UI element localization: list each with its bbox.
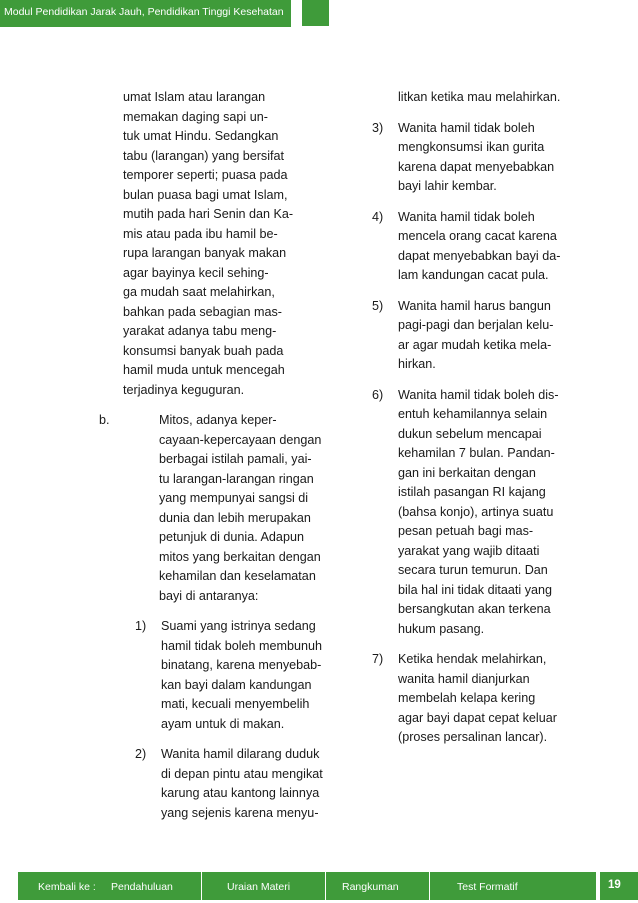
nav-divider [325, 872, 326, 900]
text-line: bayi lahir kembar. [398, 179, 497, 193]
list-item [372, 208, 562, 286]
text-line: yang mempunyai sangsi di [159, 491, 309, 505]
text-line: dukun sebelum mencapai [398, 426, 542, 441]
text-line: mencela orang cacat karena [398, 229, 557, 243]
nav-divider [201, 872, 202, 900]
text-line: konsumsi banyak buah pada [123, 343, 284, 358]
text-line: agar bayinya kecil sehing- [123, 265, 269, 280]
text-line: karena dapat menyebabkan [398, 159, 555, 174]
list-item-label: 7) [372, 652, 384, 666]
nav-divider [429, 872, 430, 900]
intro-paragraph [123, 88, 338, 400]
nav-link-pendahuluan[interactable]: Pendahuluan [111, 881, 173, 893]
text-line: temporer seperti; puasa pada [123, 168, 288, 182]
text-line: mutih pada hari Senin dan Ka- [123, 207, 294, 221]
header-bar [0, 0, 291, 26]
list-item [372, 386, 562, 640]
text-line: yarakat adanya tabu meng- [123, 324, 277, 338]
text-line: mis atau pada ibu hamil be- [123, 226, 278, 241]
right-column [374, 88, 562, 748]
text-line: pesan petuah bagi mas- [398, 524, 534, 538]
list-item [372, 650, 562, 748]
text-line: Wanita hamil dilarang duduk [161, 747, 320, 761]
list-item [135, 617, 338, 734]
header-underline [0, 26, 291, 27]
text-line: entuh kehamilannya selain [398, 407, 548, 421]
text-line: ar agar mudah ketika mela- [398, 337, 552, 352]
text-line: secara turun temurun. Dan [398, 563, 548, 577]
text-line: hirkan. [398, 357, 436, 371]
nav-link-test-formatif[interactable]: Test Formatif [457, 881, 518, 893]
page-number: 19 [608, 879, 621, 891]
text-line: pagi-pagi dan berjalan kelu- [398, 318, 554, 332]
text-line: membelah kelapa kering [398, 691, 536, 705]
list-item [372, 119, 562, 197]
section-b-label: b. [99, 413, 110, 427]
text-line: Wanita hamil tidak boleh dis- [398, 387, 559, 402]
text-line: tuk umat Hindu. Sedangkan [123, 129, 279, 143]
text-line: di depan pintu atau mengikat [161, 766, 323, 781]
nav-link-rangkuman[interactable]: Rangkuman [342, 881, 399, 893]
text-line: memakan daging sapi un- [123, 109, 268, 124]
text-line: tu larangan-larangan ringan [159, 471, 314, 486]
text-line: Wanita hamil tidak boleh [398, 209, 535, 224]
text-line: binatang, karena menyebab- [161, 658, 322, 672]
list-item-label: 4) [372, 209, 384, 224]
text-line: kan bayi dalam kandungan [161, 677, 312, 692]
list-item [135, 745, 338, 823]
text-line: bulan puasa bagi umat Islam, [123, 187, 288, 202]
text-line: mitos yang berkaitan dengan [159, 549, 321, 564]
text-line: yang sejenis karena menyu- [161, 805, 319, 820]
text-line: hamil muda untuk mencegah [123, 363, 285, 377]
list-item-label: 1) [135, 619, 147, 633]
page-number-box [600, 872, 638, 900]
list-item-label: 5) [372, 298, 384, 313]
text-line: istilah pasangan RI kajang [398, 485, 546, 499]
text-line: gan ini berkaitan dengan [398, 465, 536, 480]
text-line: karung atau kantong lainnya [161, 786, 320, 800]
text-line: mati, kecuali menyembelih [161, 697, 310, 711]
text-line: bahkan pada sebagian mas- [123, 304, 282, 319]
continuation-line: litkan ketika mau melahirkan. [398, 90, 561, 104]
text-line: Wanita hamil tidak boleh [398, 120, 535, 135]
text-line: ayam untuk di makan. [161, 716, 285, 731]
text-line: petunjuk di dunia. Adapun [159, 530, 304, 544]
text-line: Wanita hamil harus bangun [398, 298, 551, 313]
back-label: Kembali ke : [38, 881, 96, 893]
footer-nav-bar [18, 872, 596, 900]
text-line: bayi di antaranya: [159, 588, 259, 603]
text-line: kehamilan 7 bulan. Pandan- [398, 446, 555, 460]
text-line: tabu (larangan) yang bersifat [123, 148, 285, 163]
list-item-label: 3) [372, 120, 384, 135]
text-line: mengkonsumsi ikan gurita [398, 140, 545, 154]
text-line: cayaan-kepercayaan dengan [159, 432, 322, 447]
module-title: Modul Pendidikan Jarak Jauh, Pendidikan Tinggi Kesehatan [4, 6, 284, 18]
list-item-label: 6) [372, 387, 384, 402]
text-line: Ketika hendak melahirkan, [398, 652, 547, 666]
text-line: hukum pasang. [398, 621, 485, 636]
text-line: bila hal ini tidak ditaati yang [398, 582, 553, 597]
text-line: dunia dan lebih merupakan [159, 510, 311, 525]
text-line: Mitos, adanya keper- [159, 413, 277, 427]
text-line: hamil tidak boleh membunuh [161, 638, 323, 653]
text-line: terjadinya keguguran. [123, 382, 245, 397]
text-line: yarakat yang wajib ditaati [398, 543, 540, 558]
list-item-label: 2) [135, 747, 147, 761]
text-line: (proses persalinan lancar). [398, 730, 548, 744]
text-line: bersangkutan akan terkena [398, 602, 551, 616]
text-line: (bahsa konjo), artinya suatu [398, 504, 554, 519]
text-line: ga mudah saat melahirkan, [123, 285, 275, 299]
text-line: rupa larangan banyak makan [123, 246, 287, 260]
text-line: umat Islam atau larangan [123, 90, 266, 104]
header-square [302, 0, 329, 26]
text-line: lam kandungan cacat pula. [398, 268, 549, 282]
section-b [99, 411, 338, 606]
text-line: dapat menyebabkan bayi da- [398, 248, 561, 263]
text-line: Suami yang istrinya sedang [161, 619, 316, 633]
text-line: kehamilan dan keselamatan [159, 569, 316, 583]
text-line: berbagai istilah pamali, yai- [159, 452, 312, 466]
text-line: agar bayi dapat cepat keluar [398, 710, 557, 725]
left-column [99, 88, 338, 823]
list-item [372, 297, 562, 375]
nav-link-uraian-materi[interactable]: Uraian Materi [227, 881, 291, 893]
text-line: wanita hamil dianjurkan [398, 671, 530, 686]
